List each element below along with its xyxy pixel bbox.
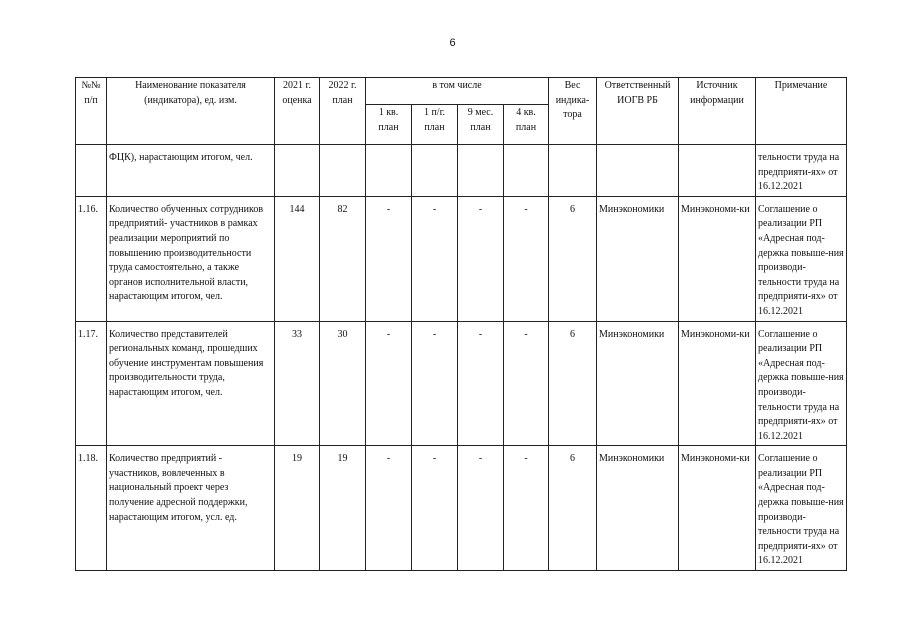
row-q1: -: [366, 446, 412, 571]
page-number: 6: [449, 37, 456, 49]
row-est2021: 33: [275, 321, 320, 446]
table-row: [76, 446, 847, 571]
table-row: [76, 321, 847, 446]
header-weight: Вес индика-тора: [549, 78, 597, 145]
continuation-name: ФЦК), нарастающим итогом, чел.: [107, 145, 275, 197]
header-row: [76, 78, 847, 105]
row-est2021: 144: [275, 196, 320, 321]
row-q4: -: [504, 321, 549, 446]
row-num: 1.17.: [76, 321, 107, 446]
header-source: Источник информации: [679, 78, 756, 145]
row-plan2022: 30: [320, 321, 366, 446]
row-h1: -: [412, 321, 458, 446]
row-responsible: Минэкономики: [597, 446, 679, 571]
row-m9: -: [458, 196, 504, 321]
row-weight: 6: [549, 446, 597, 571]
row-source: Минэкономи-ки: [679, 446, 756, 571]
header-responsible: Ответственный ИОГВ РБ: [597, 78, 679, 145]
row-plan2022: 19: [320, 446, 366, 571]
row-source: Минэкономи-ки: [679, 196, 756, 321]
row-note: Соглашение о реализации РП «Адресная под-держка повыше-ния производи-тельности труда на предприяти-ях» от 16.12.2021: [756, 321, 847, 446]
row-m9: -: [458, 446, 504, 571]
header-plan2022: 2022 г. план: [320, 78, 366, 145]
header-m9: 9 мес. план: [458, 105, 504, 145]
row-source: Минэкономи-ки: [679, 321, 756, 446]
row-weight: 6: [549, 196, 597, 321]
row-m9: -: [458, 321, 504, 446]
row-h1: -: [412, 446, 458, 571]
header-including: в том числе: [366, 78, 549, 105]
row-q1: -: [366, 321, 412, 446]
row-name: Количество представителей региональных команд, прошедших обучение инструментам повышения производительности труда, нарастающим итогом, чел.: [107, 321, 275, 446]
row-num: 1.18.: [76, 446, 107, 571]
row-h1: -: [412, 196, 458, 321]
table-row: [76, 196, 847, 321]
row-est2021: 19: [275, 446, 320, 571]
header-note: Примечание: [756, 78, 847, 145]
row-q1: -: [366, 196, 412, 321]
continuation-note: тельности труда на предприяти-ях» от 16.12.2021: [756, 145, 847, 197]
header-h1: 1 п/г. план: [412, 105, 458, 145]
row-note: Соглашение о реализации РП «Адресная под-держка повыше-ния производи-тельности труда на предприяти-ях» от 16.12.2021: [756, 446, 847, 571]
indicators-table: [75, 77, 847, 571]
continuation-row: [76, 145, 847, 197]
row-weight: 6: [549, 321, 597, 446]
header-est2021: 2021 г. оценка: [275, 78, 320, 145]
row-plan2022: 82: [320, 196, 366, 321]
header-num: №№ п/п: [76, 78, 107, 145]
header-q4: 4 кв. план: [504, 105, 549, 145]
header-q1: 1 кв. план: [366, 105, 412, 145]
row-name: Количество обученных сотрудников предприятий- участников в рамках реализации мероприятий по повышению производительности труда самостоятельно, а также органов исполнительной власти, нарастающим итогом, чел.: [107, 196, 275, 321]
row-responsible: Минэкономики: [597, 196, 679, 321]
row-num: 1.16.: [76, 196, 107, 321]
row-q4: -: [504, 196, 549, 321]
header-name: Наименование показателя (индикатора), ед. изм.: [107, 78, 275, 145]
row-responsible: Минэкономики: [597, 321, 679, 446]
row-note: Соглашение о реализации РП «Адресная под-держка повыше-ния производи-тельности труда на предприяти-ях» от 16.12.2021: [756, 196, 847, 321]
row-q4: -: [504, 446, 549, 571]
row-name: Количество предприятий - участников, вовлеченных в национальный проект через получение адресной поддержки, нарастающим итогом, усл. ед.: [107, 446, 275, 571]
